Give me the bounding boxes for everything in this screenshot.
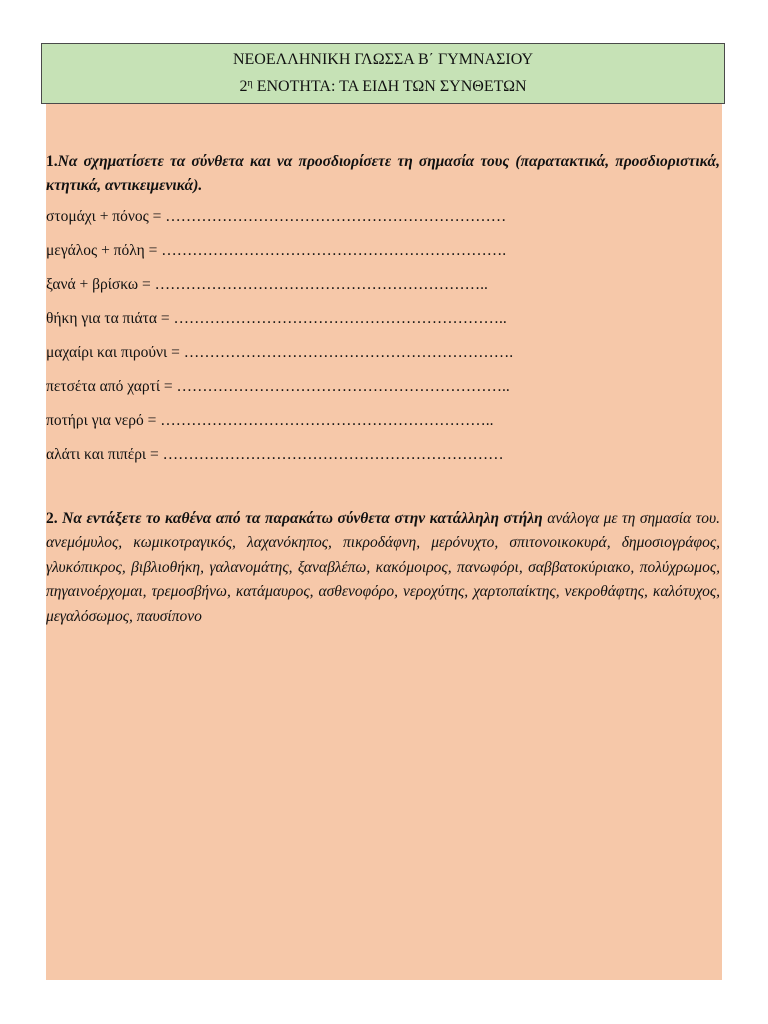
exercise-1-item: ποτήρι για νερό = ……………………………………………………….. [46,412,494,429]
exercise-1-instruction [46,150,720,198]
exercise-2-instruction-bold [46,510,543,527]
exercise-1-item: θήκη για τα πιάτα = ……………………………………………………….. [46,310,507,327]
unit-title [42,76,724,98]
exercise-1-number: 1. [46,153,58,170]
exercise-1-list [46,204,720,476]
exercise-1-item: στομάχι + πόνος = ………………………………………………………… [46,208,507,225]
worksheet-body [46,150,720,629]
exercise-2-instruction [46,507,720,629]
exercise-1-item: ξανά + βρίσκω = ……………………………………………………….. [46,276,488,293]
exercise-1-instruction-text: Να σχηματίσετε τα σύνθετα και να προσδιορίσετε τη σημασία τους (παρατακτικά, προσδιοριστικά, κτητικά, αντικειμενικά). [46,153,720,194]
unit-title-text: ΕΝΟΤΗΤΑ: ΤΑ ΕΙΔΗ ΤΩΝ ΣΥΝΘΕΤΩΝ [252,78,527,95]
exercise-1-item: αλάτι και πιπέρι = ………………………………………………………… [46,446,504,463]
unit-number-suffix: η [247,78,253,89]
exercise-1-item: μεγάλος + πόλη = …………………………………………………………. [46,242,507,259]
worksheet-title: ΝΕΟΕΛΛΗΝΙΚΗ ΓΛΩΣΣΑ Β΄ ΓΥΜΝΑΣΙΟΥ [232,51,534,68]
unit-number: 2 [239,78,248,95]
worksheet-title-box [41,43,725,104]
exercise-2-number: 2. [46,510,58,527]
exercise-2-instruction-bold-text: Να εντάξετε το καθένα από τα παρακάτω σύνθετα στην κατάλληλη στήλη [57,510,543,527]
exercise-2-word-list: ανάλογα με τη σημασία του. ανεμόμυλος, κωμικοτραγικός, λαχανόκηπος, πικροδάφνη, μερόνυχτο, σπιτονοικοκυρά, δημοσιογράφος, γλυκόπικρος, βιβλιοθήκη, γαλανομάτης, ξαναβλέπω, κακόμοιρος, πανωφόρι, σαββατοκύριακο, πολύχρωμος, πηγαινοέρχομαι, τρεμοσβήνω, κατάμαυρος, ασθενοφόρο, νεροχύτης, χαρτοπαίκτης, νεκροθάφτης, καλότυχος, μεγαλόσωμος, παυσίπονο [46,510,720,625]
exercise-1-item: πετσέτα από χαρτί = ……………………………………………………….. [46,378,510,395]
exercise-1-item: μαχαίρι και πιρούνι = ………………………………………………………. [46,344,514,361]
